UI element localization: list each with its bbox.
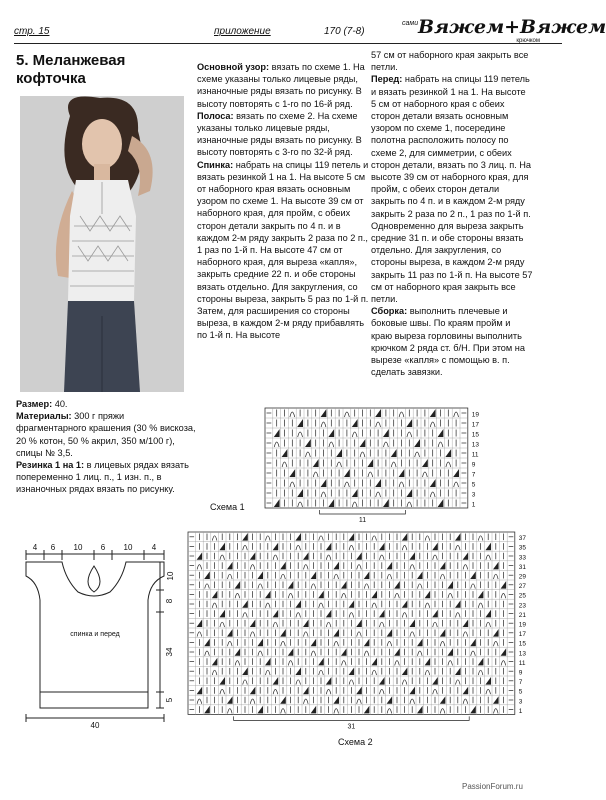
- schema1-row-label: 15: [471, 431, 480, 439]
- schema2-row-label: 31: [518, 563, 527, 571]
- dim-right-2: 8: [165, 598, 174, 604]
- watermark: PassionForum.ru: [462, 782, 523, 791]
- dim-right-1: 10: [166, 571, 175, 581]
- schema2-row-label: 29: [518, 573, 527, 581]
- schema2-row-label: 37: [518, 535, 527, 543]
- schema2-row-label: 27: [518, 583, 527, 591]
- dim-right-4: 5: [165, 697, 174, 703]
- schema2-row-label: 23: [518, 602, 527, 610]
- schema1-repeat-label: 11: [358, 517, 367, 524]
- schema2-row-label: 7: [518, 679, 523, 687]
- schema2-row-label: 33: [518, 554, 527, 562]
- dim-top-2: 6: [50, 543, 56, 552]
- dim-bottom: 40: [90, 721, 100, 730]
- schema2-row-label: 35: [518, 544, 527, 552]
- section-label: приложение: [214, 26, 271, 37]
- schema2-repeat-bracket: [234, 716, 470, 720]
- garment-pattern-diagram: [16, 540, 176, 730]
- dim-top-3: 10: [73, 543, 83, 552]
- schema1-row-label: 7: [471, 471, 476, 479]
- schema1-row-label: 5: [471, 481, 476, 489]
- schema2-repeat-label: 31: [347, 723, 356, 731]
- schema2-chart: [188, 532, 550, 732]
- dim-right-3: 34: [165, 647, 174, 657]
- instructions-column-2: 57 см от наборного края закрыть все петли. Перед: набрать на спицы 119 петель и вязать резинкой 1 на 1. На высоте 5 см от наборного края с обеих сторон детали вязать основным узором по схеме 1, посередине полотна расположить полосу по схеме 2, для симметрии, с обеих сторон детали, вязать по 3 лиц. п. На высоте 39 см от наборного края, для пройм, с обеих сторон детали закрыть по 4 п. и в каждом 2-м ряду закрыть 2 раза по 2 п., 1 раз по 1-й п. Одновременно для выреза закрыть средние 31 п. и обе стороны вязать отдельно. Для закругления, со стороны выреза, в каждом 2-м ряду закрыть 11 раз по 1-й п. На высоте 57 см от наборного края закрыть все петли. Сборка: выполнить плечевые и боковые швы. По краям пройм и краю выреза горловины выполнить крючком 2 ряда ст. б/Н. При этом на вырезе «капля» с помощью в. п. сделать завязки.: [371, 50, 533, 378]
- dim-top-4: 6: [100, 543, 106, 552]
- page-header: [14, 16, 606, 44]
- schema1-row-label: 11: [471, 451, 479, 459]
- schema1-row-label: 3: [471, 491, 476, 499]
- page-number: стр. 15: [14, 26, 50, 37]
- dim-top-5: 10: [123, 543, 133, 552]
- schema2-row-label: 9: [518, 669, 523, 677]
- schema2-row-label: 15: [518, 640, 527, 648]
- dim-top-1: 4: [32, 543, 38, 552]
- schema1-row-label: 9: [471, 461, 476, 469]
- schema2-row-label: 21: [518, 611, 527, 619]
- schema1-repeat-bracket: [320, 510, 406, 514]
- schema2-row-label: 25: [518, 592, 527, 600]
- schema1-chart: [265, 408, 495, 523]
- model-photo: [20, 96, 184, 392]
- schema2-row-label: 5: [518, 688, 523, 696]
- materials-block: Размер: 40. Материалы: 300 г пряжи фрагментарного крашения (30 % вискоза, 20 % котон, 50 % акрил, 350 м/100 г), спицы № 3,5. Резинка 1 на 1: в лицевых рядах вязать попеременно 1 лиц. п., 1 изн. п., в изнаночных рядах вязать по рисунку.: [16, 399, 196, 495]
- schema1-row-label: 1: [471, 501, 476, 509]
- schema2-row-label: 13: [518, 650, 527, 658]
- schema1-caption: Схема 1: [210, 502, 245, 512]
- instructions-column-1: Основной узор: вязать по схеме 1. На схеме указаны только лицевые ряды, изнаночные ряды вязать по рисунку. В высоту повторять с 1-го по 16-й ряд. Полоса: вязать по схеме 2. На схеме указаны только лицевые ряды, изнаночные ряды вязать по рисунку. В высоту повторять с 3-го по 32-й ряд. Спинка: набрать на спицы 119 петель и вязать резинкой 1 на 1. На высоте 5 см от наборного края вязать основным узором по схеме 1. На высоте 39 см от наборного края, для пройм, с обеих сторон детали закрыть по 4 п. и в каждом 2-м ряду закрыть 2 раза по 2 п., 1 раз по 1-й п. На высоте 47 см от наборного края, для выреза «капля», закрыть средние 22 п. и обе стороны вязать отдельно. Для закругления, со стороны выреза, закрыть 5 раз по 1-й п. Затем, для расширения со стороны выреза, в каждом 2-м ряду прибавлять по 1-й п. На высоте: [197, 62, 369, 341]
- schema1-row-label: 19: [471, 411, 480, 419]
- pattern-label: спинка и перед: [70, 631, 120, 638]
- schema2-row-label: 19: [518, 621, 527, 629]
- schema2-row-label: 11: [518, 659, 526, 667]
- schema2-row-label: 17: [518, 631, 527, 639]
- schema1-row-label: 13: [471, 441, 480, 449]
- article-title: 5. Меланжевая кофточка: [16, 52, 126, 87]
- dim-top-6: 4: [151, 543, 157, 552]
- magazine-logo: сами Вяжем+Вяжем крючком: [402, 16, 606, 44]
- schema2-row-label: 1: [518, 707, 523, 715]
- schema2-caption: Схема 2: [338, 737, 373, 747]
- schema1-row-label: 17: [471, 421, 480, 429]
- issue-number: 170 (7-8): [324, 26, 365, 37]
- schema2-row-label: 3: [518, 698, 523, 706]
